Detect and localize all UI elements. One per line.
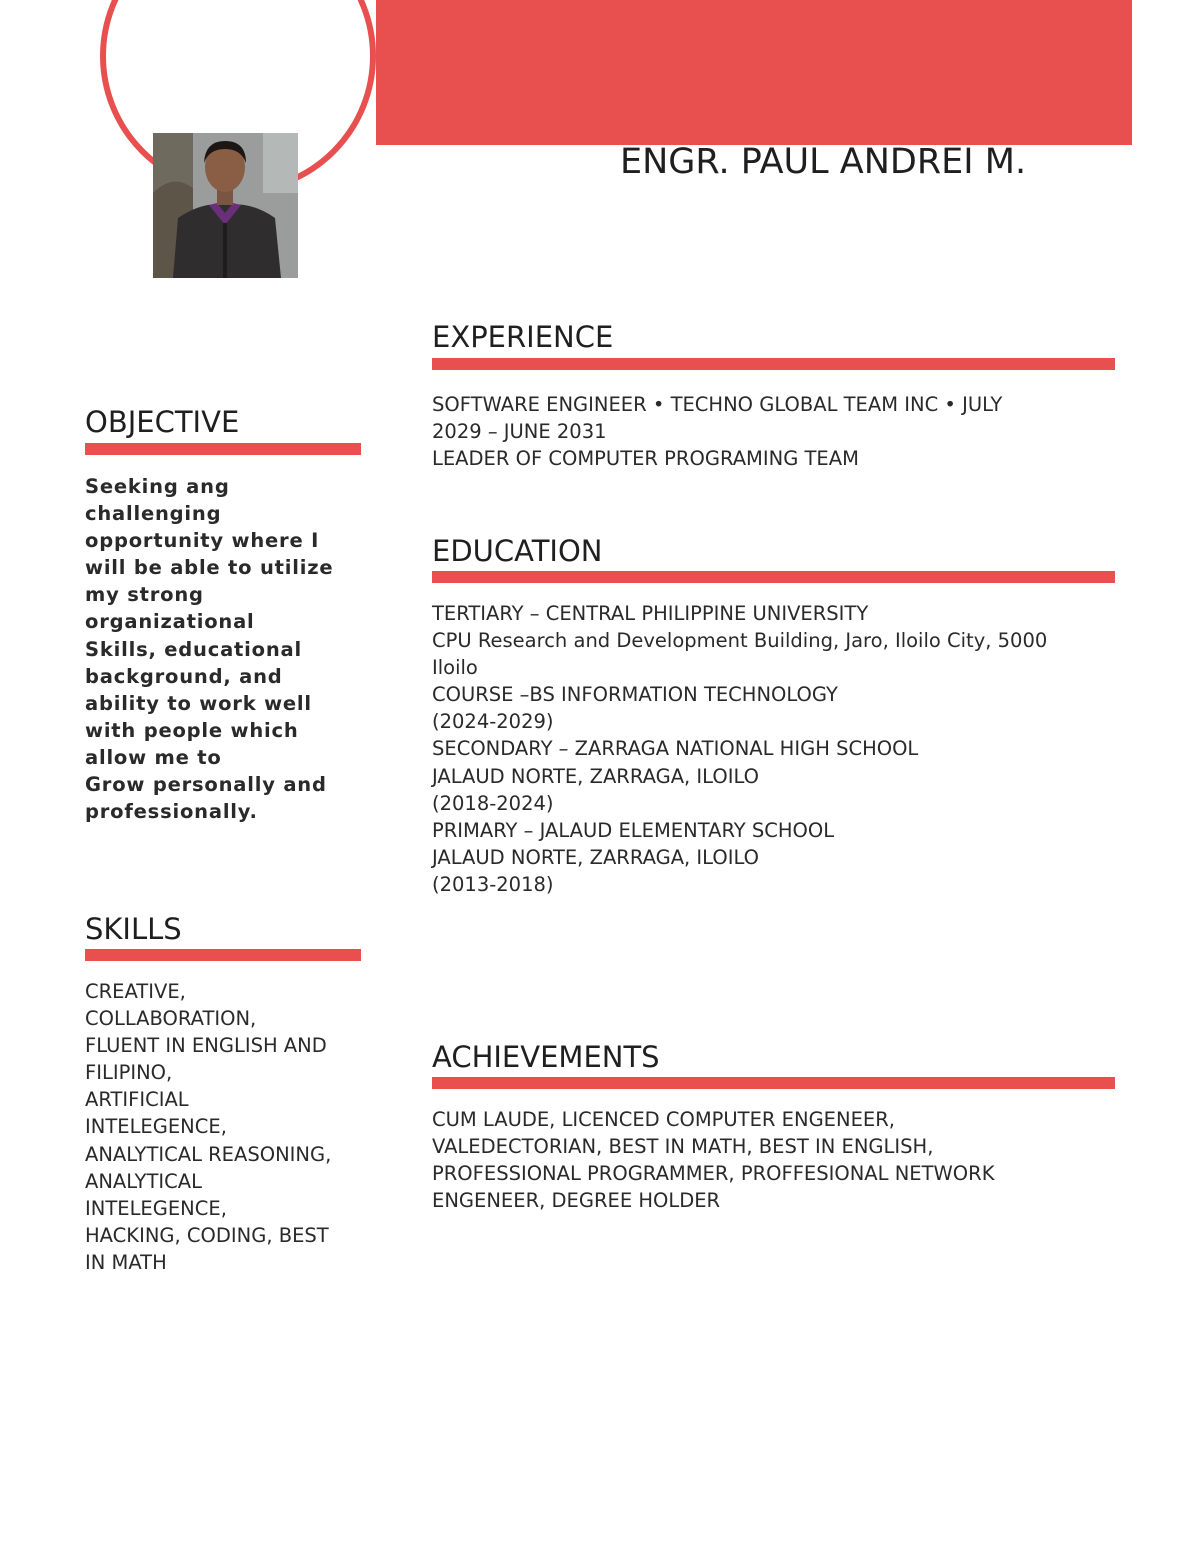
- education-line: PRIMARY – JALAUD ELEMENTARY SCHOOL: [432, 818, 835, 842]
- candidate-name: ENGR. PAUL ANDREI M.: [620, 142, 1027, 182]
- education-line: COURSE –BS INFORMATION TECHNOLOGY: [432, 683, 838, 707]
- education-line: SECONDARY – ZARRAGA NATIONAL HIGH SCHOOL: [432, 737, 919, 761]
- objective-line: Grow personally and: [85, 773, 327, 797]
- objective-line: ability to work well: [85, 691, 312, 715]
- objective-line: with people which: [85, 718, 299, 742]
- education-line: JALAUD NORTE, ZARRAGA, ILOILO: [432, 764, 759, 788]
- achievements-line: VALEDECTORIAN, BEST IN MATH, BEST IN ENGLISH,: [432, 1135, 934, 1159]
- objective-line: opportunity where I: [85, 529, 320, 553]
- experience-line: SOFTWARE ENGINEER • TECHNO GLOBAL TEAM INC • JULY: [432, 393, 1003, 416]
- skills-line: CREATIVE,: [85, 980, 186, 1003]
- education-divider: [432, 571, 1115, 583]
- objective-heading: OBJECTIVE: [85, 405, 240, 439]
- profile-photo-illustration: [153, 133, 298, 278]
- skills-line: ANALYTICAL: [85, 1169, 202, 1193]
- achievements-text: [432, 1106, 994, 1214]
- objective-line: Seeking ang: [85, 475, 230, 498]
- objective-line: background, and: [85, 664, 283, 688]
- objective-line: allow me to: [85, 745, 222, 769]
- skills-line: ANALYTICAL REASONING,: [85, 1142, 332, 1166]
- skills-line: FLUENT IN ENGLISH AND: [85, 1034, 327, 1058]
- achievements-line: PROFESSIONAL PROGRAMMER, PROFFESIONAL NETWORK: [432, 1162, 995, 1186]
- skills-divider: [85, 949, 361, 961]
- skills-line: INTELEGENCE,: [85, 1196, 227, 1220]
- experience-text: [432, 391, 1002, 472]
- profile-photo: [153, 133, 298, 278]
- education-line: JALAUD NORTE, ZARRAGA, ILOILO: [432, 845, 759, 869]
- achievements-line: CUM LAUDE, LICENCED COMPUTER ENGENEER,: [432, 1108, 895, 1131]
- header-banner: [376, 0, 1132, 145]
- experience-heading: EXPERIENCE: [432, 320, 614, 354]
- skills-line: COLLABORATION,: [85, 1007, 257, 1031]
- objective-line: will be able to utilize: [85, 556, 334, 580]
- objective-line: organizational: [85, 610, 255, 634]
- education-line: Iloilo: [432, 656, 478, 680]
- education-line: TERTIARY – CENTRAL PHILIPPINE UNIVERSITY: [432, 602, 869, 625]
- achievements-heading: ACHIEVEMENTS: [432, 1040, 660, 1074]
- skills-line: IN MATH: [85, 1250, 167, 1274]
- education-line: (2013-2018): [432, 872, 554, 896]
- objective-line: challenging: [85, 502, 222, 526]
- education-line: (2018-2024): [432, 791, 554, 815]
- experience-line: 2029 – JUNE 2031: [432, 420, 607, 444]
- skills-line: INTELEGENCE,: [85, 1115, 227, 1139]
- experience-line: LEADER OF COMPUTER PROGRAMING TEAM: [432, 447, 859, 471]
- skills-line: ARTIFICIAL: [85, 1088, 189, 1112]
- education-heading: EDUCATION: [432, 534, 603, 568]
- objective-text: [85, 473, 333, 825]
- education-line: CPU Research and Development Building, Jaro, Iloilo City, 5000: [432, 629, 1048, 653]
- objective-line: Skills, educational: [85, 637, 302, 661]
- skills-line: HACKING, CODING, BEST: [85, 1223, 329, 1247]
- skills-line: FILIPINO,: [85, 1061, 173, 1085]
- skills-heading: SKILLS: [85, 912, 182, 946]
- objective-line: my strong: [85, 583, 204, 607]
- experience-divider: [432, 358, 1115, 370]
- skills-text: [85, 978, 331, 1276]
- achievements-line: ENGENEER, DEGREE HOLDER: [432, 1189, 721, 1213]
- education-line: (2024-2029): [432, 710, 554, 734]
- achievements-divider: [432, 1077, 1115, 1089]
- education-text: [432, 600, 1047, 898]
- objective-line: professionally.: [85, 800, 258, 824]
- objective-divider: [85, 443, 361, 455]
